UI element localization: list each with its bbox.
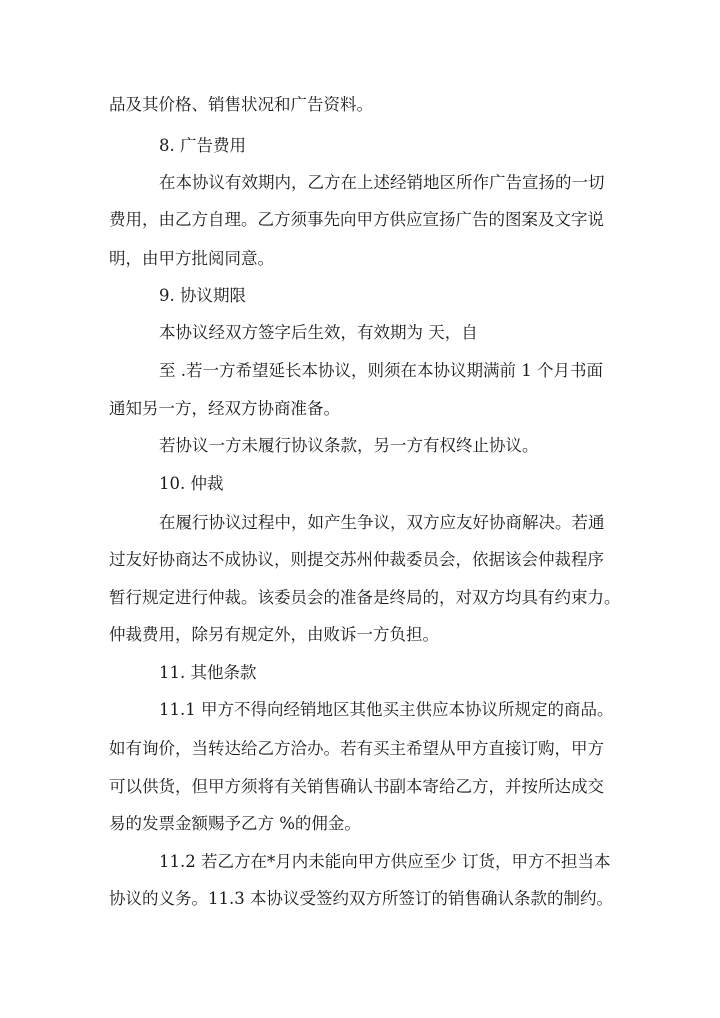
section-heading: 9. 协议期限 <box>159 286 246 305</box>
text-line: 易的发票金额赐予乙方 %的佣金。 <box>109 814 361 833</box>
text-line: 11.1 甲方不得向经销地区其他买主供应本协议所规定的商品。 <box>159 700 614 719</box>
text-line: 若协议一方未履行协议条款，另一方有权终止协议。 <box>159 436 539 455</box>
section-heading: 8. 广告费用 <box>159 136 246 155</box>
text-line: 品及其价格、销售状况和广告资料。 <box>109 95 373 114</box>
text-line: 暂行规定进行仲裁。该委员会的准备是终局的，对双方均具有约束力。 <box>109 588 621 607</box>
text-line: 至 .若一方希望延长本协议，则须在本协议期满前 1 个月书面 <box>159 361 603 380</box>
text-line: 协议的义务。11.3 本协议受签约双方所签订的销售确认条款的制约。 <box>109 889 613 908</box>
text-line: 明，由甲方批阅同意。 <box>109 249 274 268</box>
text-line: 在本协议有效期内，乙方在上述经销地区所作广告宣扬的一切 <box>159 173 605 192</box>
text-line: 11.2 若乙方在*月内未能向甲方供应至少 订货，甲方不担当本 <box>159 852 611 871</box>
section-heading: 10. 仲裁 <box>159 474 224 493</box>
section-heading: 11. 其他条款 <box>159 663 257 682</box>
text-line: 费用，由乙方自理。乙方须事先向甲方供应宣扬广告的图案及文字说 <box>109 210 604 229</box>
text-line: 可以供货，但甲方须将有关销售确认书副本寄给乙方，并按所达成交 <box>109 777 604 796</box>
text-line: 如有询价，当转达给乙方洽办。若有买主希望从甲方直接订购，甲方 <box>109 739 604 758</box>
text-line: 在履行协议过程中，如产生争议，双方应友好协商解决。若通 <box>159 513 605 532</box>
text-line: 过友好协商达不成协议，则提交苏州仲裁委员会，依据该会仲裁程序 <box>109 550 604 569</box>
text-line: 本协议经双方签字后生效，有效期为 天，自 <box>159 323 478 342</box>
text-line: 仲裁费用，除另有规定外，由败诉一方负担。 <box>109 625 439 644</box>
text-line: 通知另一方，经双方协商准备。 <box>109 399 340 418</box>
